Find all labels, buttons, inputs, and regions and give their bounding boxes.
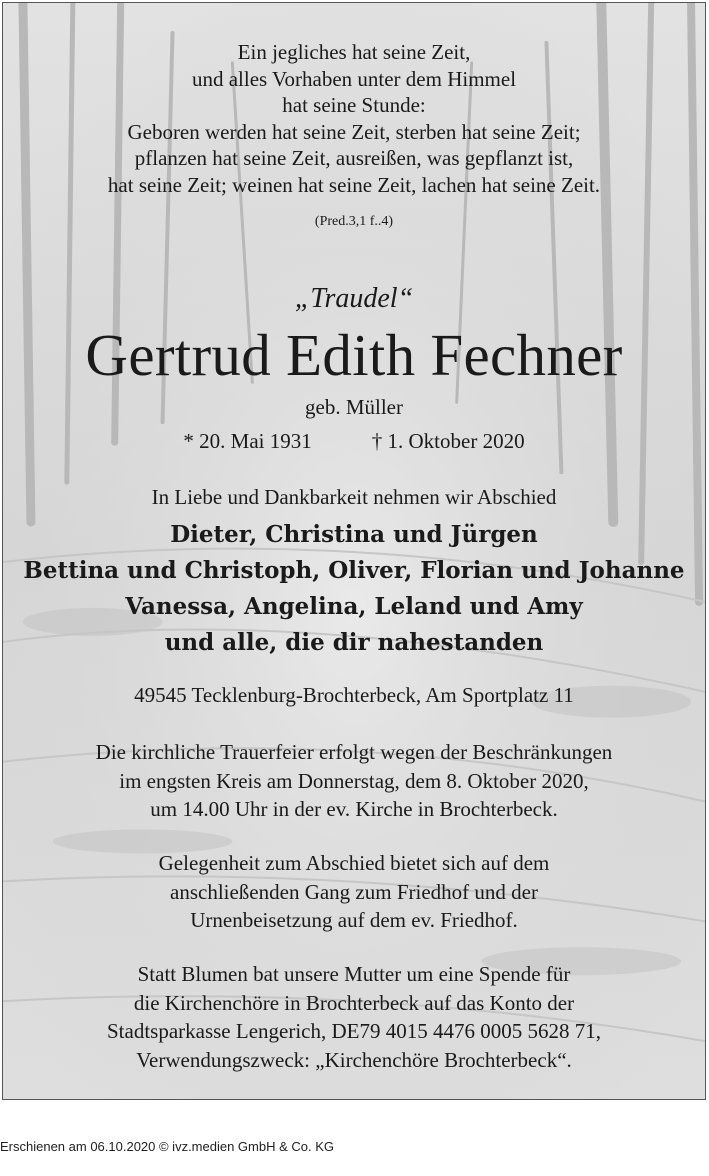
farewell-line: Urnenbeisetzung auf dem ev. Friedhof. <box>190 908 518 932</box>
service-line: im engsten Kreis am Donnerstag, dem 8. Oktober 2020, <box>119 768 589 793</box>
mourners-line: Vanessa, Angelina, Leland und Amy <box>125 593 583 620</box>
funeral-service-info <box>3 738 705 824</box>
farewell-line: anschließenden Gang zum Friedhof und der <box>170 879 538 904</box>
donation-line: Verwendungszweck: „Kirchenchöre Brochterbeck“. <box>136 1047 572 1072</box>
obituary-notice <box>2 2 706 1100</box>
farewell-line: Gelegenheit zum Abschied bietet sich auf dem <box>158 851 550 875</box>
service-line: Die kirchliche Trauerfeier erfolgt wegen der Beschränkungen <box>95 740 613 764</box>
mourners-intro: In Liebe und Dankbarkeit nehmen wir Abschied <box>151 485 557 509</box>
deceased-nickname: „Traudel“ <box>294 283 414 314</box>
mourners-line: und alle, die dir nahestanden <box>164 629 544 656</box>
publication-footer: Erschienen am 06.10.2020 © ivz.medien GmbH & Co. KG <box>0 1139 335 1154</box>
mourners-line: Bettina und Christoph, Oliver, Florian und Johanne <box>23 557 685 584</box>
birth-date: * 20. Mai 1931 <box>183 429 312 453</box>
donation-line: Statt Blumen bat unsere Mutter um eine Spende für <box>137 962 571 986</box>
verse-line: hat seine Stunde: <box>282 93 426 117</box>
donation-line: die Kirchenchöre in Brochterbeck auf das Konto der <box>133 990 575 1015</box>
verse-line: pflanzen hat seine Zeit, ausreißen, was gepflanzt ist, <box>134 146 574 170</box>
death-date: † 1. Oktober 2020 <box>371 429 525 453</box>
donation-info <box>3 960 705 1074</box>
mourners-list <box>3 517 705 661</box>
service-line: um 14.00 Uhr in der ev. Kirche in Brochterbeck. <box>150 797 558 821</box>
verse-line: Ein jegliches hat seine Zeit, <box>237 40 471 64</box>
donation-line: Stadtsparkasse Lengerich, DE79 4015 4476 0005 5628 71, <box>106 1019 601 1043</box>
life-dates <box>3 429 705 454</box>
maiden-name: geb. Müller <box>305 395 403 419</box>
verse-line: und alles Vorhaben unter dem Himmel <box>191 66 517 91</box>
verse-citation: (Pred.3,1 f..4) <box>314 214 394 229</box>
verse-line: hat seine Zeit; weinen hat seine Zeit, lachen hat seine Zeit. <box>107 172 601 197</box>
scripture-verse <box>3 39 705 198</box>
deceased-name: Gertrud Edith Fechner <box>85 322 623 388</box>
farewell-info <box>3 849 705 935</box>
mourners-line: Dieter, Christina und Jürgen <box>170 521 538 548</box>
family-address: 49545 Tecklenburg-Brochterbeck, Am Sportplatz 11 <box>134 683 574 707</box>
verse-line: Geboren werden hat seine Zeit, sterben hat seine Zeit; <box>127 119 581 144</box>
